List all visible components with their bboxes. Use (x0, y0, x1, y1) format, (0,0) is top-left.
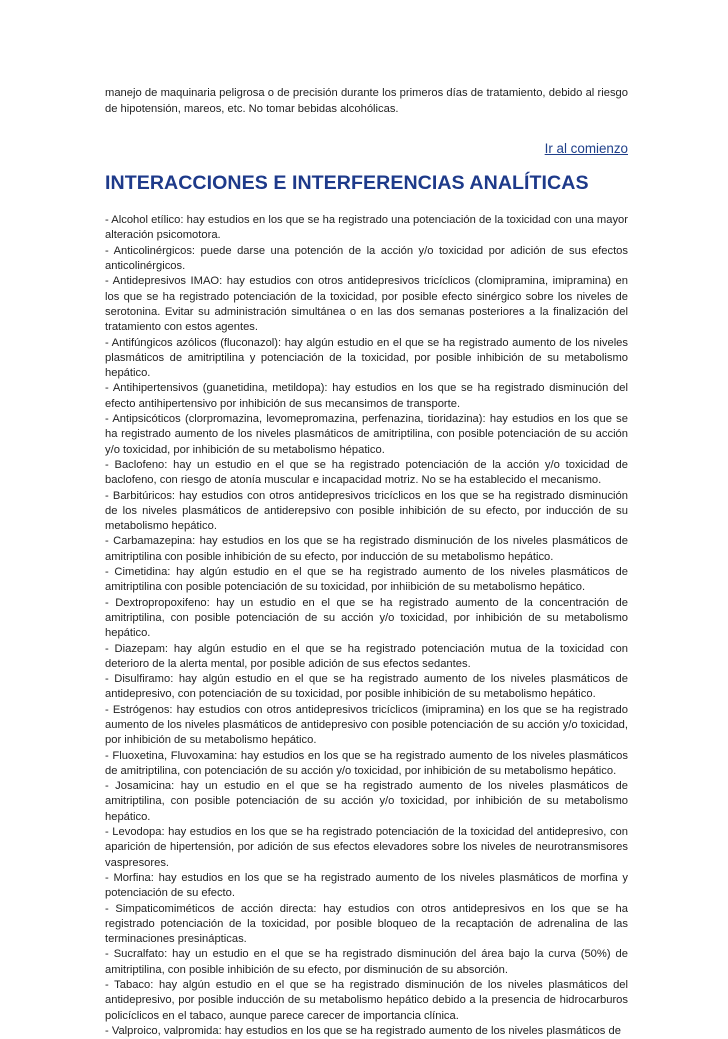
list-item: - Carbamazepina: hay estudios en los que se ha registrado disminución de los niveles plasmáticos de amitriptilina con posible inhibición de su efecto, por inducción de su metabolismo hepático. (105, 535, 628, 563)
list-item: - Anticolinérgicos: puede darse una potención de la acción y/o toxicidad por adición de sus efectos anticolinérgicos. (105, 244, 628, 273)
list-item: - Dextropropoxifeno: hay un estudio en el que se ha registrado aumento de la concentración de amitriptilina, con posible potenciación de su acción y/o toxicidad, por inhibición de su metabolismo hepático. (105, 596, 628, 640)
list-item: - Valproico, valpromida: hay estudios en los que se ha registrado aumento de los niveles plasmáticos de (105, 1024, 621, 1037)
list-item: - Antihipertensivos (guanetidina, metildopa): hay estudios en los que se ha registrado disminución del efecto antihipertensivo por inhibición de sus mecansimos de transporte. (105, 382, 628, 410)
document-page (105, 86, 628, 1039)
list-item: - Fluoxetina, Fluvoxamina: hay estudios en los que se ha registrado aumento de los niveles plasmáticos de amitriptilina, con potenciación de su acción y/o toxicidad, por inhibición de su metabolismo hepático. (105, 749, 628, 777)
list-item: - Cimetidina: hay algún estudio en el que se ha registrado aumento de los niveles plasmáticos de amitriptilina con posible potenciación de su toxicidad, por inhiibición de su metabolismo hepático. (105, 566, 628, 594)
list-item: - Levodopa: hay estudios en los que se ha registrado potenciación de la toxicidad del antidepresivo, con aparición de hipertensión, por adición de sus efectos elevadores sobre los niveles de neurotransmisores vaspresores. (105, 826, 628, 869)
intro-paragraph: manejo de maquinaria peligrosa o de precisión durante los primeros días de tratamiento, debido al riesgo de hipotensión, mareos, etc. No tomar bebidas alcohólicas. (105, 87, 628, 115)
list-item: - Antifúngicos azólicos (fluconazol): hay algún estudio en el que se ha registrado aumento de los niveles plasmáticos de amitriptilina y potenciación de la toxicidad, por posible inhibición de su metabolismo hepático. (105, 336, 628, 380)
list-item: - Josamicina: hay un estudio en el que se ha registrado aumento de los niveles plasmáticos de amitriptilina, con posible potenciación de su acción y/o toxicidad, por inhibición de su metabolismo hepático. (105, 780, 628, 823)
list-item: - Antipsicóticos (clorpromazina, levomepromazina, perfenazina, tioridazina): hay estudios en los que se ha registrado aumento de los niveles plasmáticos de amitriptilina, con posible potenciación de su acción y/o toxicidad, por inhibición de su metabolismo hépatico. (105, 413, 628, 456)
list-item: - Alcohol etílico: hay estudios en los que se ha registrado una potenciación de la toxicidad con una mayor alteración psicomotora. (105, 214, 628, 242)
list-item: - Diazepam: hay algún estudio en el que se ha registrado potenciación mutua de la toxicidad con deterioro de la alerta mental, por posible adición de sus efectos sedantes. (105, 642, 628, 670)
section-title: INTERACCIONES E INTERFERENCIAS ANALÍTICAS (105, 172, 589, 195)
list-item: - Barbitúricos: hay estudios con otros antidepresivos tricíclicos en los que se ha registrado disminución de los niveles plasmáticos de antiderepsivo con posible inhibición de su efecto, por inducción de su metabolismo hepático. (105, 489, 628, 533)
list-item: - Antidepresivos IMAO: hay estudios con otros antidepresivos tricíclicos (clomipramina, imipramina) en los que se ha registrado potenciación de la toxicidad, por posible efecto sinérgico sobre los niveles de serotonina. Evitar su administración simultánea o en las dos semanas posteriores a la finalización del tratamiento con estos agentes. (105, 275, 628, 334)
list-item: - Disulfiramo: hay algún estudio en el que se ha registrado aumento de los niveles plasmáticos de antidepresivo, con potenciación de su toxicidad, por posible inhibición de su metabolismo hepático. (105, 673, 628, 701)
top-link-row (105, 140, 628, 158)
list-item: - Baclofeno: hay un estudio en el que se ha registrado potenciación de la acción y/o toxicidad de baclofeno, con riesgo de atonía muscular e incapacidad motriz. No se ha establecido el mecanismo. (105, 458, 628, 487)
back-to-top-link[interactable]: Ir al comienzo (544, 141, 628, 157)
list-item: - Sucralfato: hay un estudio en el que se ha registrado disminución del área bajo la curva (50%) de amitriptilina, con posible inhibición de su efecto, por disminución de su absorción. (105, 948, 628, 976)
list-item: - Estrógenos: hay estudios con otros antidepresivos tricíclicos (imipramina) en los que se ha registrado aumento de los niveles plasmáticos de antidepresivo con posible potenciación de su acción y/o toxicidad, por inhibición de su metabolismo hepático. (105, 703, 628, 747)
interactions-list (105, 213, 628, 1039)
list-item: - Morfina: hay estudios en los que se ha registrado aumento de los niveles plasmáticos de morfina y potenciación de su efecto. (105, 871, 628, 900)
list-item: - Simpaticomiméticos de acción directa: hay estudios con otros antidepresivos en los que se ha registrado potenciación de la toxicidad, por posible bloqueo de la recaptación de adrenalina de las terminaciones presinápticas. (105, 902, 628, 946)
list-item: - Tabaco: hay algún estudio en el que se ha registrado disminución de los niveles plasmáticos del antidepresivo, por posible inducción de su metabolismo hepático debido a la presencia de hidrocarburos policíclicos en el tabaco, aunque parece carecer de importancia clínica. (105, 979, 628, 1022)
